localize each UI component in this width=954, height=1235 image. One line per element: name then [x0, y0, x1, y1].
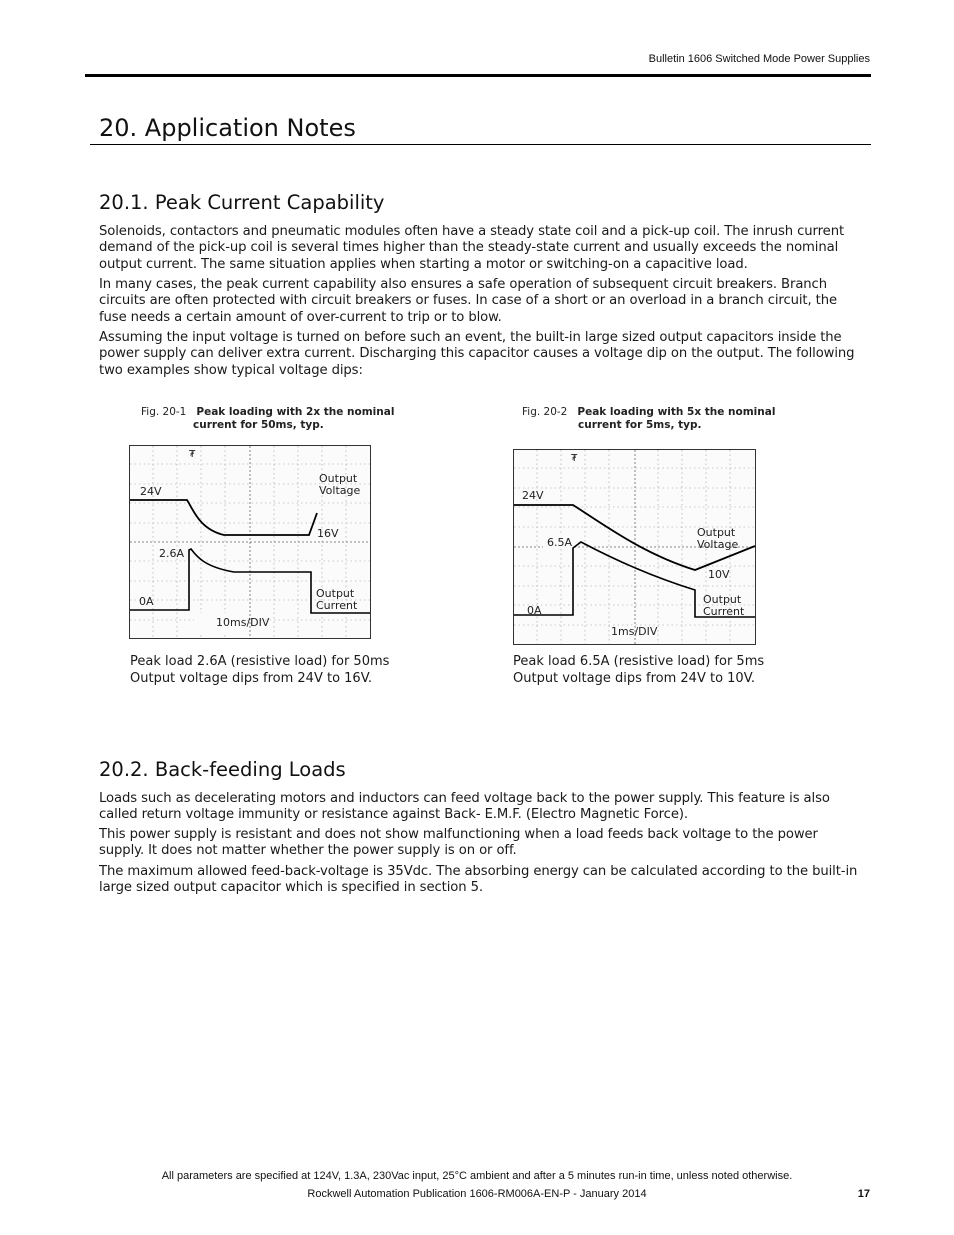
oscilloscope-trace-2: [513, 449, 756, 645]
bulletin-header: Bulletin 1606 Switched Mode Power Supplies: [648, 53, 870, 65]
scope-1-voltage-label-line2: Voltage: [319, 484, 361, 497]
scope-1-current-zero-label: 0A: [139, 595, 154, 608]
peak-current-paragraph-2: In many cases, the peak current capability also ensures a safe operation of subsequent circuit breakers. Branch circuits are often protected with circuit breakers or fuses. In case of a short or an overload in a branch circuit, the fuse needs a certain amount of over-current to trip or to blow.: [99, 277, 838, 325]
oscilloscope-trace-1: [129, 445, 371, 639]
figure-1-title-line1: Peak loading with 2x the nominal: [196, 406, 395, 418]
back-feeding-paragraph-3: The maximum allowed feed-back-voltage is 35Vdc. The absorbing energy can be calculated according to the built-in large sized output capacitor which is specified in section 5.: [99, 864, 858, 896]
scope-2-current-peak-label: 6.5A: [547, 536, 573, 549]
scope-1-voltage-dip-label: 16V: [317, 527, 339, 540]
svg-text:₮: ₮: [571, 453, 578, 464]
back-feeding-paragraph-2: This power supply is resistant and does not show malfunctioning when a load feeds back voltage to the power supply. It does not matter whether the power supply is on or off.: [99, 827, 818, 859]
footer-publication: Rockwell Automation Publication 1606-RM006A-EN-P - January 2014: [307, 1188, 647, 1200]
figure-1-title-line2: current for 50ms, typ.: [193, 419, 324, 431]
scope-1-current-label-line2: Current: [316, 599, 358, 612]
figure-1-description-line1: Peak load 2.6A (resistive load) for 50ms: [130, 654, 390, 669]
page-number: 17: [857, 1188, 870, 1200]
back-feeding-heading: 20.2. Back-feeding Loads: [99, 758, 346, 781]
scope-1-current-label-line1: Output: [316, 587, 355, 600]
footer-parameters-note: All parameters are specified at 124V, 1.3A, 230Vac input, 25°C ambient and after a 5 minutes run-in time, unless noted otherwise.: [161, 1170, 793, 1182]
figure-1-description: [130, 653, 389, 687]
peak-current-paragraph-3: Assuming the input voltage is turned on before such an event, the built-in large sized output capacitors inside the power supply can deliver extra current. Discharging this capacitor causes a voltage dip on the output. The following two examples show typical voltage dips:: [99, 330, 855, 378]
figure-2-caption: [522, 406, 775, 432]
scope-1-current-peak-label: 2.6A: [159, 547, 185, 560]
scope-2-timebase-label: 1ms/DIV: [611, 625, 658, 638]
figure-1-number: Fig. 20-1: [141, 406, 187, 418]
scope-2-current-label-line2: Current: [703, 605, 745, 618]
scope-2-voltage-dip-label: 10V: [708, 568, 730, 581]
scope-1-voltage-label-line1: Output: [319, 472, 358, 485]
scope-2-current-zero-label: 0A: [527, 604, 542, 617]
figure-2-title-line2: current for 5ms, typ.: [578, 419, 702, 431]
scope-2-voltage-label-line2: Voltage: [697, 538, 739, 551]
figure-1-description-line2: Output voltage dips from 24V to 16V.: [130, 671, 373, 686]
back-feeding-paragraph-1: Loads such as decelerating motors and inductors can feed voltage back to the power supply. This feature is also called return voltage immunity or resistance against Back- E.M.F. (Electro Magnetic Force).: [99, 791, 830, 823]
scope-2-voltage-start-label: 24V: [522, 489, 544, 502]
scope-2-voltage-label-line1: Output: [697, 526, 736, 539]
section-title: 20. Application Notes: [99, 114, 356, 142]
header-rule: [85, 74, 871, 77]
figure-1-caption: [141, 406, 394, 432]
svg-text:₮: ₮: [189, 449, 196, 460]
figure-2-description-line2: Output voltage dips from 24V to 10V.: [513, 671, 756, 686]
section-title-rule: [90, 144, 871, 145]
figure-2-description: [513, 653, 764, 687]
peak-current-heading: 20.1. Peak Current Capability: [99, 191, 385, 214]
scope-2-current-label-line1: Output: [703, 593, 742, 606]
figure-2-number: Fig. 20-2: [522, 406, 568, 418]
figure-2-title-line1: Peak loading with 5x the nominal: [577, 406, 776, 418]
figure-2-description-line1: Peak load 6.5A (resistive load) for 5ms: [513, 654, 765, 669]
scope-1-voltage-start-label: 24V: [140, 485, 162, 498]
scope-1-timebase-label: 10ms/DIV: [216, 616, 270, 629]
peak-current-paragraph-1: Solenoids, contactors and pneumatic modules often have a steady state coil and a pick-up coil. The inrush current demand of the pick-up coil is several times higher than the steady-state current and usually exceeds the nominal output current. The same situation applies when starting a motor or switching-on a capacitive load.: [99, 224, 845, 272]
